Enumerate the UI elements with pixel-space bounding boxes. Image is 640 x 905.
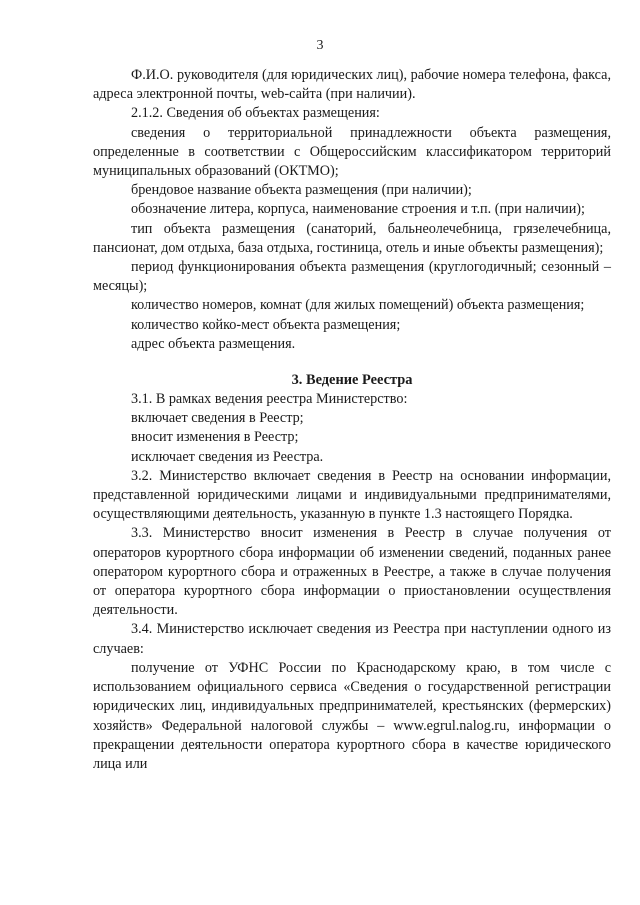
paragraph-3-4: 3.4. Министерство исключает сведения из Реестра при наступлении одного из случаев: xyxy=(93,621,611,657)
paragraph-3-2: 3.2. Министерство включает сведения в Реестр на основании информации, представленной юридическими лицами и индивидуальными предпринимателями, осуществляющими деятельность, указанную в пункте 1.3 настоящего Порядка. xyxy=(93,467,611,523)
paragraph-contact-info: Ф.И.О. руководителя (для юридических лиц), рабочие номера телефона, факса, адреса электронной почты, web-сайта (при наличии). xyxy=(93,67,611,103)
paragraph-3-1: 3.1. В рамках ведения реестра Министерство: xyxy=(131,391,408,408)
paragraph-brand-name: брендовое название объекта размещения (при наличии); xyxy=(131,182,472,199)
document-body xyxy=(93,66,611,774)
paragraph-room-count: количество номеров, комнат (для жилых помещений) объекта размещения; xyxy=(131,297,585,314)
paragraph-include: включает сведения в Реестр; xyxy=(131,410,304,427)
paragraph-letter-building: обозначение литера, корпуса, наименование строения и т.п. (при наличии); xyxy=(131,201,585,218)
paragraph-exclude: исключает сведения из Реестра. xyxy=(131,448,324,465)
paragraph-modify: вносит изменения в Реестр; xyxy=(131,429,299,446)
page-number: 3 xyxy=(316,38,324,53)
paragraph-bed-count: количество койко-мест объекта размещения; xyxy=(131,316,401,333)
paragraph-address: адрес объекта размещения. xyxy=(131,335,296,352)
paragraph-2-1-2: 2.1.2. Сведения об объектах размещения: xyxy=(131,105,380,122)
paragraph-3-3: 3.3. Министерство вносит изменения в Реестр в случае получения от операторов курортного сбора информации об изменении сведений, поданных ранее оператором курортного сбора и отраженных в Реестре, а также в случае получения от оператора курортного сбора информации о приостановлении осуществления деятельности. xyxy=(93,525,611,619)
paragraph-operation-period: период функционирования объекта размещения (круглогодичный; сезонный – месяцы); xyxy=(93,259,611,295)
paragraph-ufns: получение от УФНС России по Краснодарскому краю, в том числе с использованием официального сервиса «Сведения о государственной регистрации юридических лиц, индивидуальных предпринимателей, крестьянских (фермерских) хозяйств» Федеральной налоговой службы – www.egrul.nalog.ru, информации о прекращении деятельности оператора курортного сбора в качестве юридического лица или xyxy=(93,659,611,772)
paragraph-object-type: тип объекта размещения (санаторий, бальнеолечебница, грязелечебница, пансионат, дом отдыха, база отдыха, гостиница, отель и иные объекты размещения); xyxy=(93,220,611,256)
paragraph-oktmo: сведения о территориальной принадлежности объекта размещения, определенные в соответствии с Общероссийским классификатором территорий муниципальных образований (ОКТМО); xyxy=(93,124,611,180)
section-3-title: 3. Ведение Реестра xyxy=(291,372,413,389)
